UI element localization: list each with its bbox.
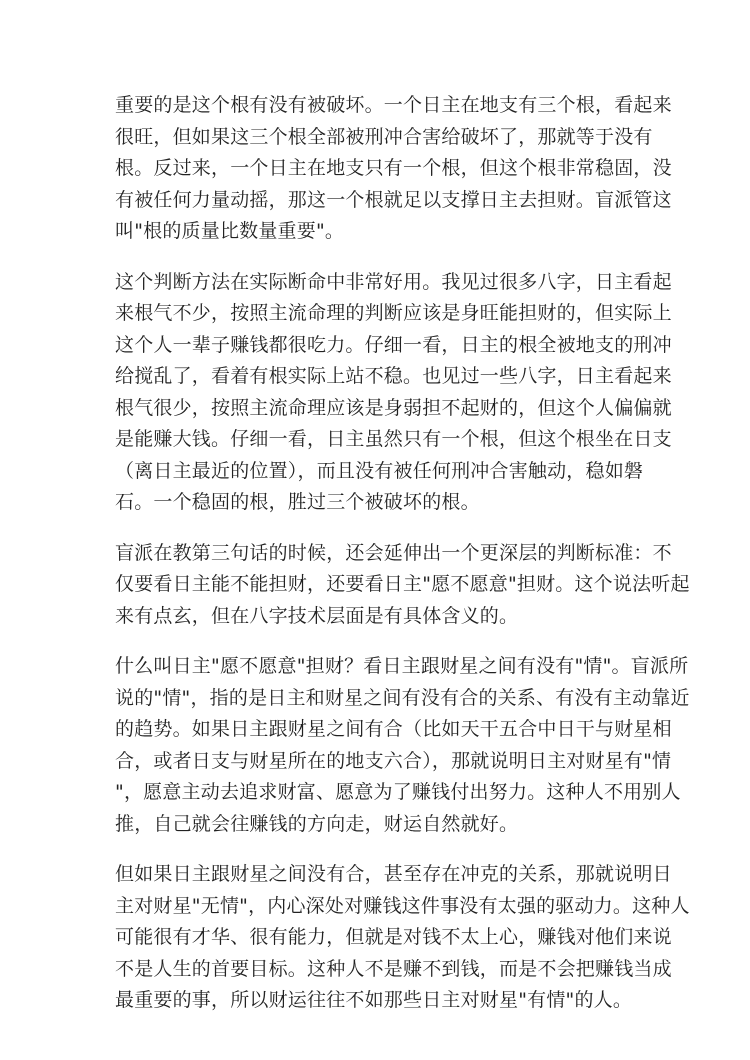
paragraph-3: [115, 538, 690, 633]
text-line: 根气很少，按照主流命理应该是身弱担不起财的，但这个人偏偏就: [115, 396, 672, 419]
text-line: 这个人一辈子赚钱都很吃力。仔细一看，日主的根全被地支的刑冲: [115, 333, 672, 356]
text-line: 这个判断方法在实际断命中非常好用。我见过很多八字，日主看起: [115, 270, 672, 293]
paragraph-1: [115, 90, 672, 248]
text-line: 盲派在教第三句话的时候，还会延伸出一个更深层的判断标准：不: [115, 541, 672, 564]
text-line: 叫"根的质量比数量重要"。: [115, 220, 345, 242]
text-line: 说的"情"，指的是日主和财星之间有没有合的关系、有没有主动靠近: [115, 686, 690, 709]
text-line: （离日主最近的位置），而且没有被任何刑冲合害触动，稳如磐: [115, 459, 644, 482]
text-line: 什么叫日主"愿不愿意"担财？看日主跟财星之间有没有"情"。盲派所: [115, 655, 689, 677]
text-line: 是能赚大钱。仔细一看，日主虽然只有一个根，但这个根坐在日支: [115, 428, 672, 450]
text-line: 仅要看日主能不能担财，还要看日主"愿不愿意"担财。这个说法听起: [115, 573, 690, 595]
paragraph-5: [115, 859, 690, 1017]
text-line: 可能很有才华、很有能力，但就是对钱不太上心，赚钱对他们来说: [115, 926, 672, 948]
text-line: 有被任何力量动摇，那这一个根就足以支撑日主去担财。盲派管这: [115, 188, 672, 211]
paragraph-4: [115, 651, 690, 840]
text-line: 但如果日主跟财星之间没有合，甚至存在冲克的关系，那就说明日: [115, 863, 672, 885]
article-body: [115, 90, 690, 1036]
paragraph-2: [115, 267, 672, 519]
text-line: 合，或者日支与财星所在的地支六合），那就说明日主对财星有"情: [115, 749, 672, 772]
text-line: 来根气不少，按照主流命理的判断应该是身旺能担财的，但实际上: [115, 302, 672, 324]
text-line: 根。反过来，一个日主在地支只有一个根，但这个根非常稳固，没: [115, 157, 672, 179]
text-line: 来有点玄，但在八字技术层面是有具体含义的。: [115, 604, 519, 627]
text-line: 很旺，但如果这三个根全部被刑冲合害给破坏了，那就等于没有: [115, 125, 653, 148]
text-line: 最重要的事，所以财运往往不如那些日主对财星"有情"的人。: [115, 989, 633, 1011]
text-line: 不是人生的首要目标。这种人不是赚不到钱，而是不会把赚钱当成: [115, 957, 672, 980]
text-line: 给搅乱了，看着有根实际上站不稳。也见过一些八字，日主看起来: [115, 365, 672, 387]
text-line: "，愿意主动去追求财富、愿意为了赚钱付出努力。这种人不用别人: [115, 781, 681, 803]
text-line: 推，自己就会往赚钱的方向走，财运自然就好。: [115, 812, 519, 835]
text-line: 石。一个稳固的根，胜过三个被破坏的根。: [115, 491, 480, 513]
text-line: 重要的是这个根有没有被破坏。一个日主在地支有三个根，看起来: [115, 94, 672, 116]
text-line: 主对财星"无情"，内心深处对赚钱这件事没有太强的驱动力。这种人: [115, 894, 690, 917]
text-line: 的趋势。如果日主跟财星之间有合（比如天干五合中日干与财星相: [115, 718, 672, 740]
